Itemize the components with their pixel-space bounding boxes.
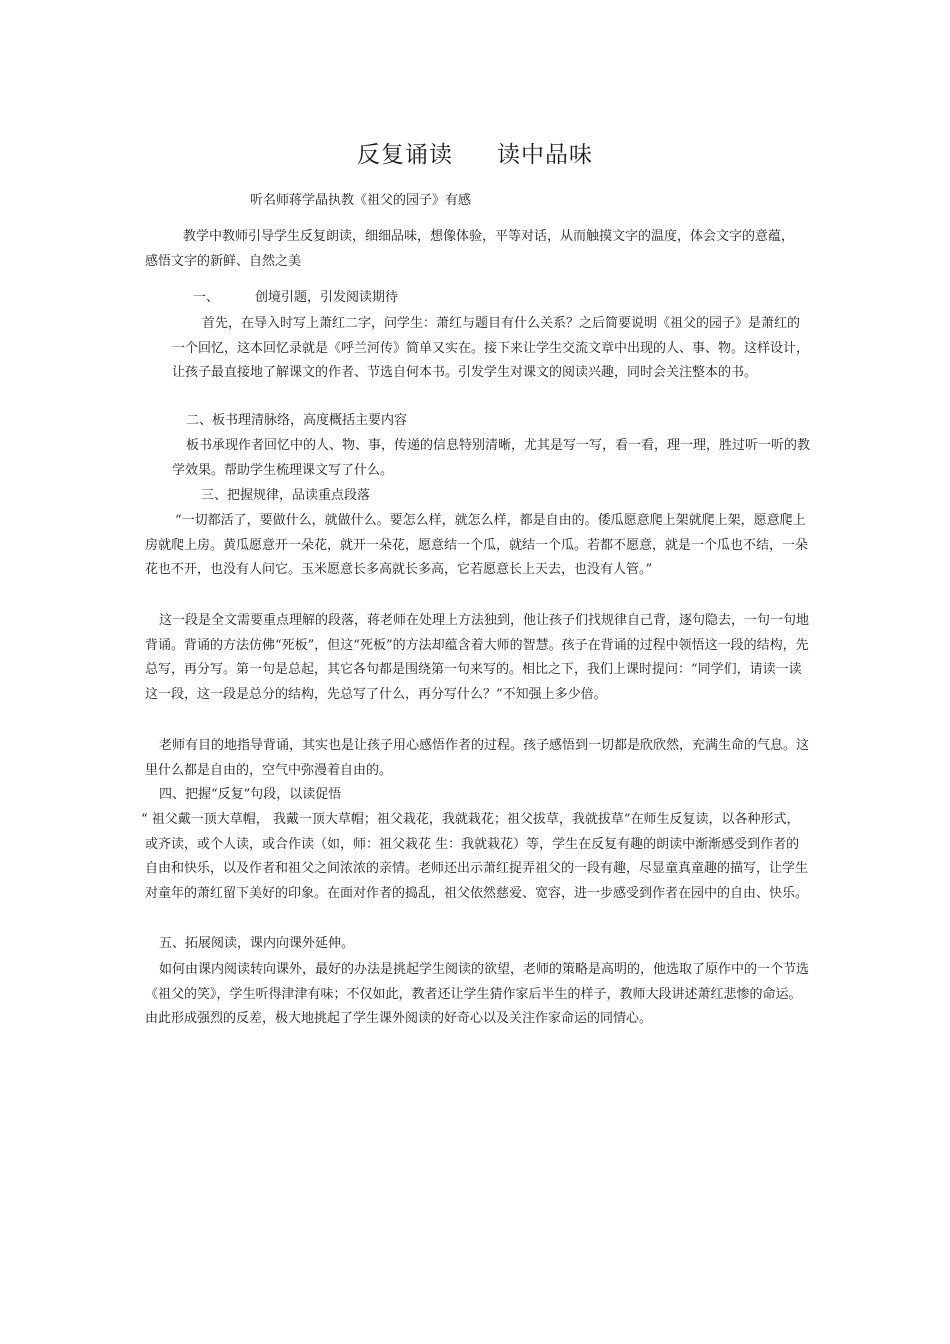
section-1-heading [193,287,398,309]
page-title [0,136,950,169]
section-3-body-2: 老师有目的地指导背诵，其实也是让孩子用心感悟作者的过程。孩子感悟到一切都是欣欣然，充满生命的气息。这里什么都是自由的，空气中弥漫着自由的。 [145,738,810,778]
section-4-heading: 四、把握“反复”句段，以读促悟 [159,787,342,802]
section-2-body: 板书承现作者回忆中的人、物、事，传递的信息特别清晰，尤其是写一写，看一看，理一理，胜过听一听的教学效果。帮助学生梳理课文写了什么。 [172,438,811,478]
section-2-heading: 二、板书理清脉络，高度概括主要内容 [186,413,408,428]
section-5-body: 如何由课内阅读转向课外，最好的办法是挑起学生阅读的欲望，老师的策略是高明的，他选取了原作中的一个节选《祖父的笑》，学生听得津津有味；不仅如此，教者还让学生猜作家后半生的样子，教师大段讲述萧红悲惨的命运。由此形成强烈的反差，极大地挑起了学生课外阅读的好奇心以及关注作家命运的同情心。 [145,962,810,1027]
title-part-1: 反复诵读 [357,142,453,168]
intro-paragraph: 教学中教师引导学生反复朗读，细细品味，想像体验，平等对话，从而触摸文字的温度，体会文字的意蕴，感悟文字的新鲜、自然之美 [145,229,795,269]
section-3-body: 这一段是全文需要重点理解的段落，蒋老师在处理上方法独到，他让孩子们找规律自己背，逐句隐去，一句一句地背诵。背诵的方法仿佛“死板”，但这“死板”的方法却蕴含着大师的智慧。孩子在背诵的过程中领悟这一段的结构，先总写，再分写。第一句是总起，其它各句都是围绕第一句来写的。相比之下，我们上课时提问：“同学们，请读一读这一段，这一段是总分的结构，先总写了什么，再分写什么？”不知强上多少倍。 [145,613,810,702]
title-part-2: 读中品味 [497,142,593,168]
page-subtitle: 听名师蒋学晶执教《祖父的园子》有感 [250,193,472,208]
section-1-number: 一、 [193,290,220,305]
section-4-body: “ 祖父戴一顶大草帽， 我戴一顶大草帽；祖父栽花，我就栽花；祖父拔草，我就拔草”在师生反复读，以各种形式，或齐读，或个人读，或合作读（如，师：祖父栽花 生：我就栽花）等，学生在反复有趣的朗读中渐渐感受到作者的自由和快乐，以及作者和祖父之间浓浓的亲情。老师还出示萧红捉弄祖父的一段有趣，尽显童真童趣的描写，让学生对童年的萧红留下美好的印象。在面对作者的捣乱，祖父依然慈爱、宽容，进一步感受到作者在园中的自由、快乐。 [141,812,809,901]
section-3-quote: “一切都活了，要做什么，就做什么。要怎么样，就怎么样，都是自由的。倭瓜愿意爬上架就爬上架，愿意爬上房就爬上房。黄瓜愿意开一朵花，就开一朵花，愿意结一个瓜，就结一个瓜。若都不愿意，就是一个瓜也不结，一朵花也不开，也没有人问它。玉米愿意长多高就长多高，它若愿意长上天去，也没有人管。” [145,513,809,578]
section-1-body: 首先，在导入时写上萧红二字，问学生：萧红与题目有什么关系？之后简要说明《祖父的园子》是萧红的一个回忆，这本回忆录就是《呼兰河传》简单又实在。接下来让学生交流文章中出现的人、事、物。这样设计，让孩子最直接地了解课文的作者、节选自何本书。引发学生对课文的阅读兴趣，同时会关注整本的书。 [172,316,810,381]
section-1-title: 创境引题，引发阅读期待 [255,290,399,305]
section-3-heading: 三、把握规律，品读重点段落 [201,488,371,503]
section-5-heading: 五、拓展阅读，课内向课外延伸。 [159,936,355,951]
